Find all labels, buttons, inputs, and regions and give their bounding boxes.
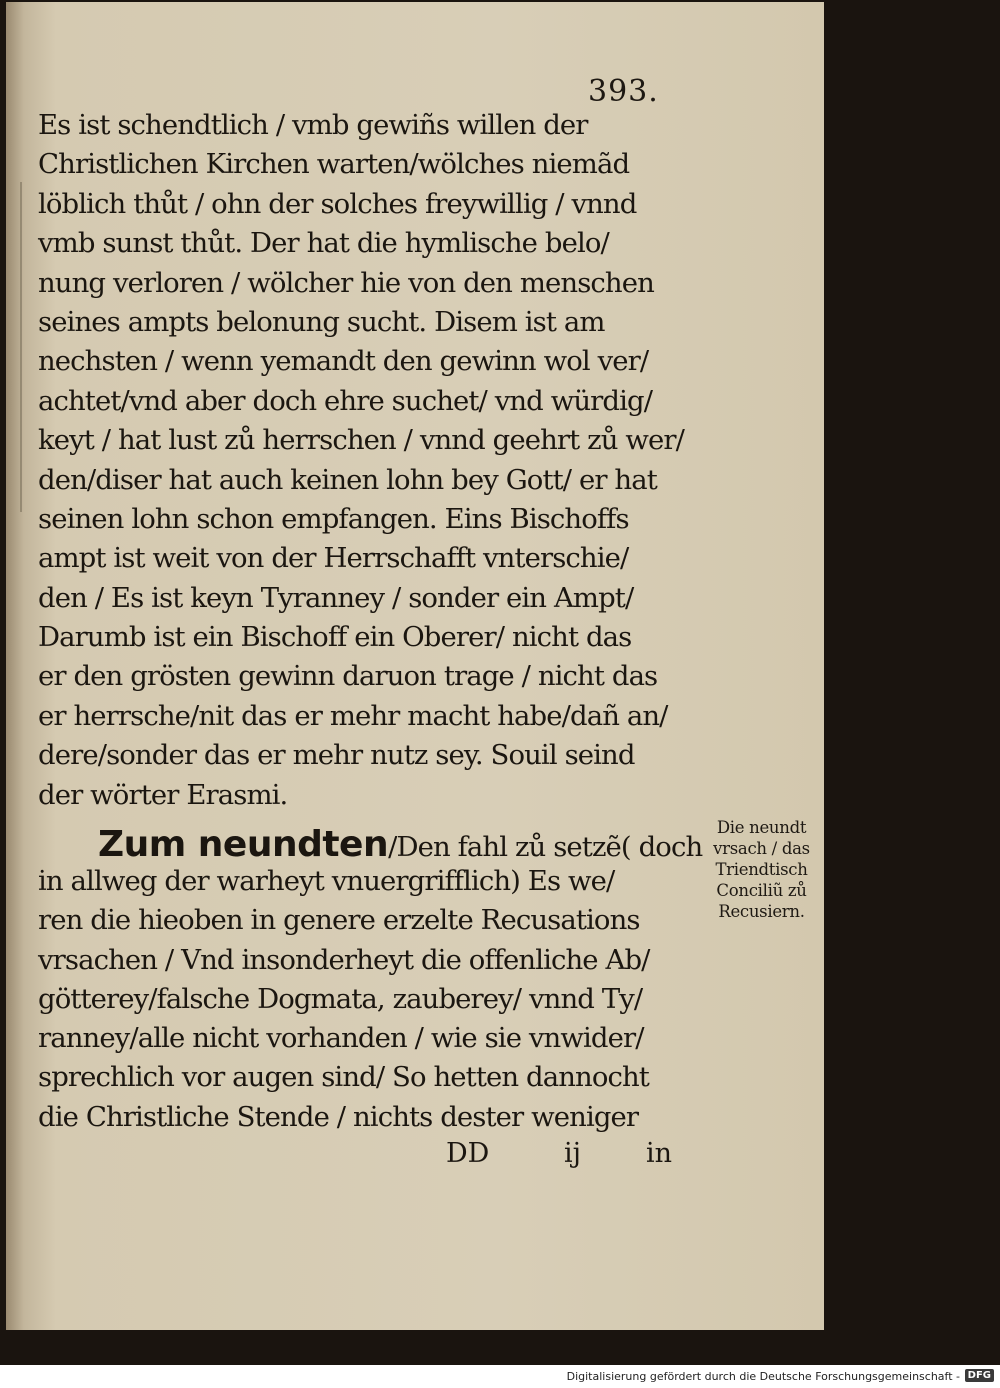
body-line: löblich thůt / ohn der solches freywillig / vnnd [38,187,637,220]
signature-mark: DD [446,1138,490,1169]
body-line: er herrsche/nit das er mehr macht habe/dañ an/ [38,699,668,732]
book-page [6,2,824,1330]
body-line: vrsachen / Vnd insonderheyt die offenliche Ab/ [38,943,650,976]
body-line: dere/sonder das er mehr nutz sey. Souil seind [38,739,635,772]
section-heading [98,824,702,865]
body-line: Christlichen Kirchen warten/wölches niemãd [38,148,630,181]
body-line: der wörter Erasmi. [38,778,288,811]
margin-note-line: Conciliũ zů [716,881,807,900]
body-line: seinen lohn schon empfangen. Eins Bischoffs [38,502,629,535]
body-line: den / Es ist keyn Tyranney / sonder ein Ampt/ [38,581,634,614]
section-heading-title: Zum neundten [98,824,389,865]
margin-note-line: vrsach / das [713,839,810,858]
footer-credit: Digitalisierung gefördert durch die Deutsche Forschungsgemeinschaft - [566,1370,960,1383]
body-line: keyt / hat lust zů herrschen / vnnd geehrt zů wer/ [38,424,685,457]
margin-note [694,817,824,922]
signature-number: ij [564,1138,582,1169]
body-text-block [38,106,698,815]
body-text-block-2 [38,862,698,1137]
margin-note-line: Triendtisch [715,860,808,879]
footer-bar [0,1366,1000,1388]
margin-note-line: Recusiern. [718,902,805,921]
body-line: nung verloren / wölcher hie von den menschen [38,266,654,299]
body-line: vmb sunst thůt. Der hat die hymlische belo/ [38,227,609,260]
body-line: die Christliche Stende / nichts dester weniger [38,1100,639,1133]
body-line: Es ist schendtlich / vmb gewiñs willen der [38,109,588,141]
catchword: in [646,1138,673,1169]
body-line: nechsten / wenn yemandt den gewinn wol ver/ [38,345,649,378]
signature-line [446,1138,672,1169]
body-line: seines ampts belonung sucht. Disem ist am [38,305,605,338]
body-line: ampt ist weit von der Herrschafft vnterschie/ [38,542,629,575]
body-line: Darumb ist ein Bischoff ein Oberer/ nicht das [38,621,632,654]
body-line: achtet/vnd aber doch ehre suchet/ vnd würdig/ [38,384,653,417]
body-line: ranney/alle nicht vorhanden / wie sie vnwider/ [38,1022,644,1055]
body-line: götterey/falsche Dogmata, zauberey/ vnnd Ty/ [38,982,643,1015]
page-number: 393. [588,74,659,109]
margin-note-line: Die neundt [716,818,807,837]
section-heading-continuation: /Den fahl zů setzẽ( doch [388,831,703,863]
body-line: ren die hieoben in genere erzelte Recusations [38,904,640,937]
body-line: in allweg der warheyt vnuergrifflich) Es we/ [38,865,615,897]
body-line: den/diser hat auch keinen lohn bey Gott/ er hat [38,463,657,496]
body-line: er den grösten gewinn daruon trage / nicht das [38,660,658,693]
dfg-logo: DFG [965,1369,994,1382]
body-line: sprechlich vor augen sind/ So hetten dannocht [38,1061,649,1094]
